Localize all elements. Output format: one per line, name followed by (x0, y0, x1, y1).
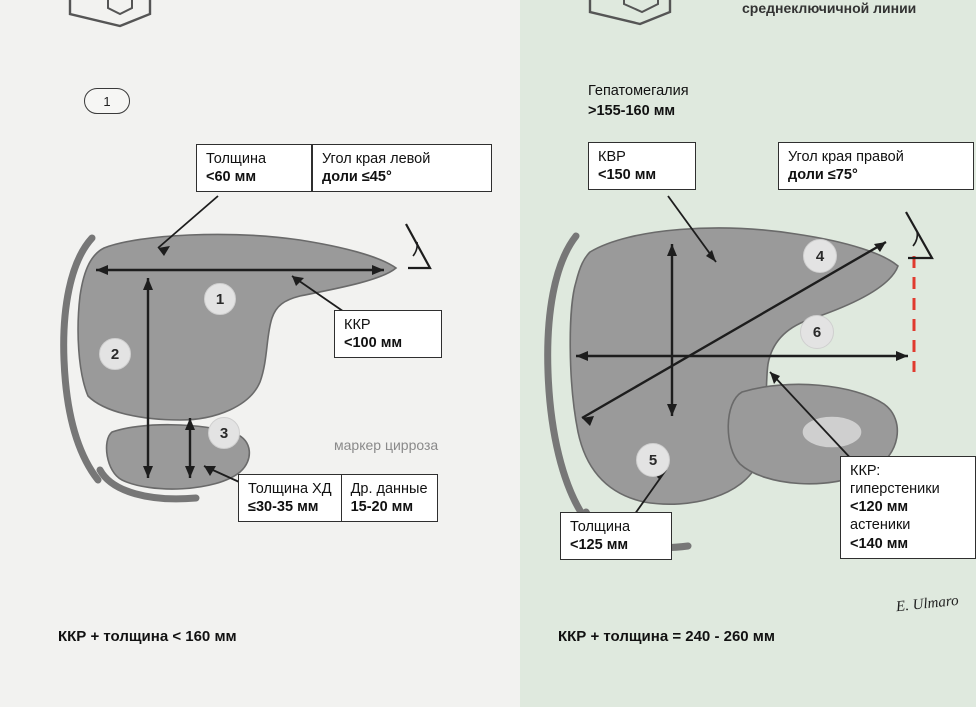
slide-number-label: 1 (103, 93, 111, 109)
callout-left-lobe-angle-line2: доли ≤45° (322, 169, 392, 186)
callout-thickness-left-line1: Толщина (206, 151, 267, 167)
segment-badge-2-label: 2 (110, 345, 120, 363)
callout-kkr-left (334, 310, 442, 358)
thickness-chd-title: Толщина ХД (248, 481, 332, 497)
callout-kvr-line2: <150 мм (598, 167, 657, 184)
segment-badge-4 (803, 239, 837, 273)
segment-badge-6 (800, 315, 834, 349)
kkr-asthenic-value: <140 мм (850, 535, 909, 552)
kkr-hypersthenic-label: гиперстеники (850, 481, 940, 498)
callout-kkr-left-line2: <100 мм (344, 335, 403, 352)
right-footer-sum: ККР + толщина = 240 - 260 мм (558, 628, 775, 645)
segment-badge-6-label: 6 (812, 323, 822, 341)
callout-left-lobe-angle-line1: Угол края левой (322, 151, 431, 167)
thickness-chd-value: ≤30-35 мм (248, 499, 319, 516)
segment-badge-3-label: 3 (219, 424, 229, 442)
segment-badge-4-label: 4 (815, 247, 825, 265)
callout-right-lobe-angle-line1: Угол края правой (788, 149, 904, 165)
callout-thickness-left (196, 144, 312, 192)
segment-badge-3 (208, 417, 240, 449)
callout-kvr-line1: КВР (598, 149, 626, 165)
callout-kkr-body-types (840, 456, 976, 559)
cirrhosis-marker-note: маркер цирроза (334, 437, 439, 453)
callout-thickness-left-line2: <60 мм (206, 169, 257, 186)
segment-badge-1 (204, 283, 236, 315)
callout-left-lobe-angle (312, 144, 492, 192)
right-panel-hepatomegaly (520, 0, 976, 707)
hepatomegaly-value: >155-160 мм (588, 102, 676, 119)
callout-thickness-right-line2: <125 мм (570, 537, 629, 554)
callout-thickness-right-line1: Толщина (570, 519, 631, 535)
callout-thickness-right (560, 512, 672, 560)
segment-badge-5-label: 5 (648, 451, 658, 469)
kkr-body-types-title: ККР: (850, 463, 881, 479)
callout-thickness-chd-left (239, 475, 341, 521)
segment-badge-5 (636, 443, 670, 477)
top-right-fragment-label: среднеключичной линии (742, 0, 917, 16)
left-footer-sum: ККР + толщина < 160 мм (58, 628, 237, 645)
callout-right-lobe-angle-line2: доли ≤75° (788, 167, 858, 184)
segment-badge-1-label: 1 (215, 290, 225, 308)
hepatomegaly-title: Гепатомегалия (588, 83, 689, 99)
other-data-title: Др. данные (350, 481, 428, 497)
other-data-value: 15-20 мм (350, 499, 414, 516)
kkr-hypersthenic-value: <120 мм (850, 499, 909, 516)
callout-thickness-chd (238, 474, 438, 522)
callout-thickness-chd-right (341, 475, 437, 521)
segment-badge-2 (99, 338, 131, 370)
signature: E. Ulmaro (895, 592, 960, 616)
kkr-asthenic-label: астеники (850, 517, 911, 534)
callout-right-lobe-angle (778, 142, 974, 190)
callout-kvr (588, 142, 696, 190)
callout-kkr-left-line1: ККР (344, 317, 371, 333)
